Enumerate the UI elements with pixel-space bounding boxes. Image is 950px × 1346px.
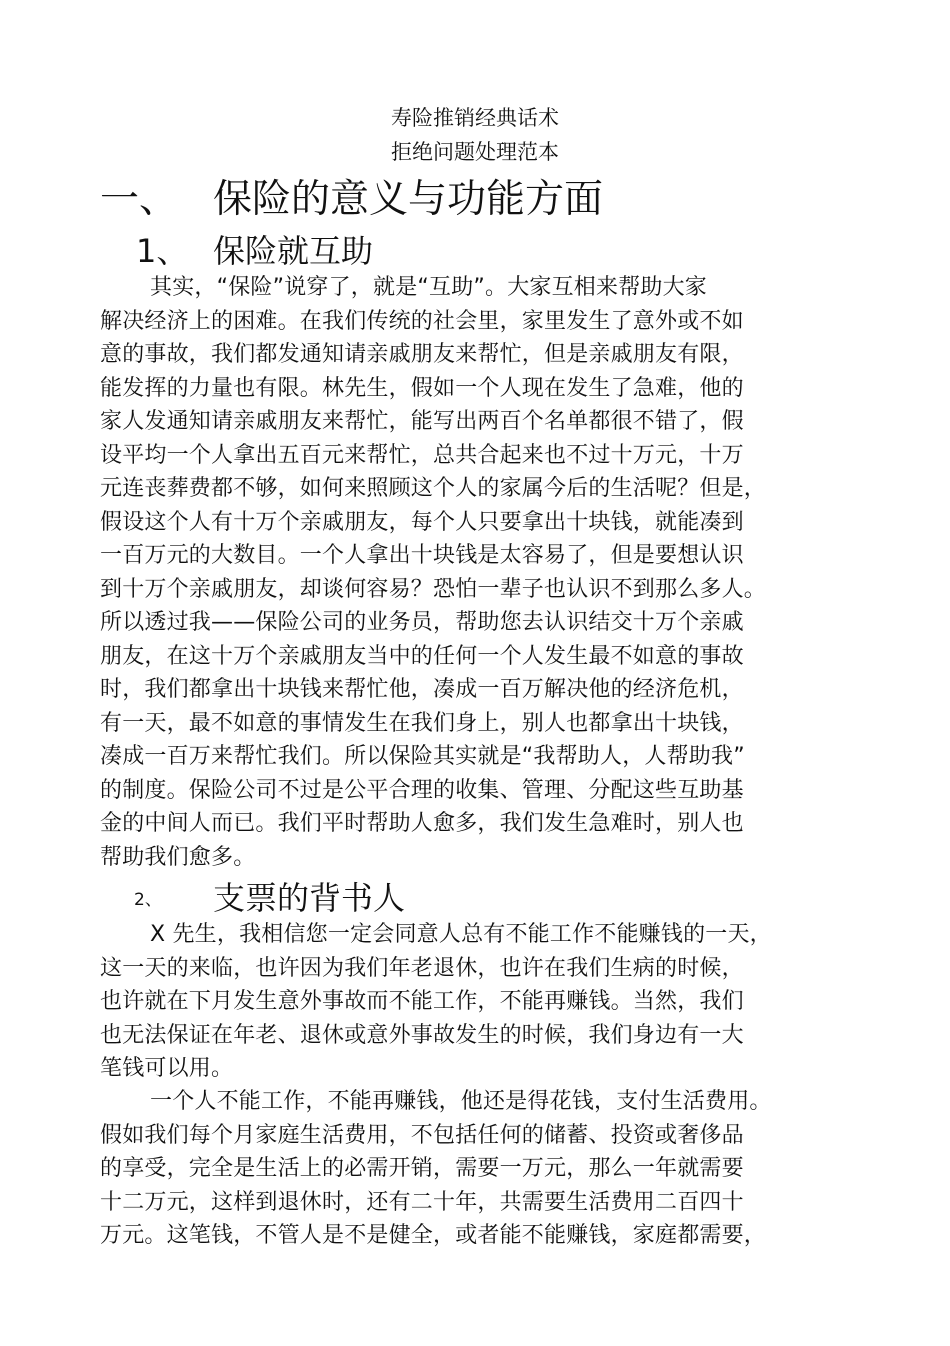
- subsection-1-title: 保险就互助: [213, 232, 374, 270]
- paragraph-line: 笔钱可以用。: [100, 1056, 234, 1081]
- subsection-2-number: 2、: [134, 890, 162, 910]
- paragraph-line: 一个人不能工作，不能再赚钱，他还是得花钱，支付生活费用。: [150, 1089, 772, 1114]
- paragraph-line: 有一天，最不如意的事情发生在我们身上，别人也都拿出十块钱，: [100, 710, 744, 736]
- paragraph-line: 十二万元，这样到退休时，还有二十年，共需要生活费用二百四十: [100, 1189, 744, 1215]
- paragraph-line: 到十万个亲戚朋友，却谈何容易？恐怕一辈子也认识不到那么多人。: [100, 576, 767, 602]
- paragraph-line: 家人发通知请亲戚朋友来帮忙，能写出两百个名单都很不错了，假: [100, 409, 744, 434]
- paragraph-line: 凑成一百万来帮忙我们。所以保险其实就是“我帮助人，人帮助我”: [100, 744, 745, 769]
- subsection-2-title: 支票的背书人: [213, 879, 406, 917]
- paragraph-line: 的制度。保险公司不过是公平合理的收集、管理、分配这些互助基: [100, 777, 744, 803]
- paragraph-line: 也许就在下月发生意外事故而不能工作，不能再赚钱。当然，我们: [100, 989, 744, 1014]
- paragraph-line: 也无法保证在年老、退休或意外事故发生的时候，我们身边有一大: [100, 1022, 744, 1048]
- document-title-line-2: 拒绝问题处理范本: [391, 140, 559, 164]
- section-1-number: 一、: [100, 177, 179, 222]
- paragraph-line: 能发挥的力量也有限。林先生，假如一个人现在发生了急难，他的: [100, 375, 744, 401]
- subsection-2-paragraph-1: [100, 918, 790, 1086]
- paragraph-line: X 先生，我相信您一定会同意人总有不能工作不能赚钱的一天，: [150, 922, 772, 947]
- paragraph-line: 一百万元的大数目。一个人拿出十块钱是太容易了，但是要想认识: [100, 543, 744, 568]
- paragraph-line: 元连丧葬费都不够，如何来照顾这个人的家属今后的生活呢？但是，: [100, 476, 767, 501]
- paragraph-line: 朋友，在这十万个亲戚朋友当中的任何一个人发生最不如意的事故: [100, 643, 744, 669]
- paragraph-line: 设平均一个人拿出五百元来帮忙，总共合起来也不过十万元，十万: [100, 442, 744, 468]
- paragraph-line: 这一天的来临，也许因为我们年老退休，也许在我们生病的时候，: [100, 955, 744, 981]
- subsection-1-number: 1、: [136, 232, 189, 270]
- paragraph-line: 万元。这笔钱，不管人是不是健全，或者能不能赚钱，家庭都需要，: [100, 1223, 767, 1248]
- paragraph-line: 假如我们每个月家庭生活费用，不包括任何的储蓄、投资或奢侈品: [100, 1122, 744, 1148]
- subsection-1-paragraph: [100, 271, 790, 874]
- paragraph-line: 解决经济上的困难。在我们传统的社会里，家里发生了意外或不如: [100, 308, 744, 334]
- paragraph-line: 帮助我们愈多。: [100, 844, 256, 870]
- paragraph-line: 所以透过我——保险公司的业务员，帮助您去认识结交十万个亲戚: [100, 610, 744, 635]
- paragraph-line: 假设这个人有十万个亲戚朋友，每个人只要拿出十块钱，就能凑到: [100, 509, 744, 535]
- paragraph-line: 意的事故，我们都发通知请亲戚朋友来帮忙，但是亲戚朋友有限，: [100, 342, 744, 367]
- paragraph-line: 时，我们都拿出十块钱来帮忙他，凑成一百万解决他的经济危机，: [100, 677, 744, 702]
- section-1-title: 保险的意义与功能方面: [213, 177, 604, 222]
- paragraph-line: 的享受，完全是生活上的必需开销，需要一万元，那么一年就需要: [100, 1156, 744, 1181]
- subsection-2-paragraph-2: [100, 1085, 790, 1253]
- paragraph-line: 其实，“保险”说穿了，就是“互助”。大家互相来帮助大家: [150, 275, 707, 300]
- document-title-line-1: 寿险推销经典话术: [391, 106, 559, 130]
- paragraph-line: 金的中间人而已。我们平时帮助人愈多，我们发生急难时，别人也: [100, 811, 744, 836]
